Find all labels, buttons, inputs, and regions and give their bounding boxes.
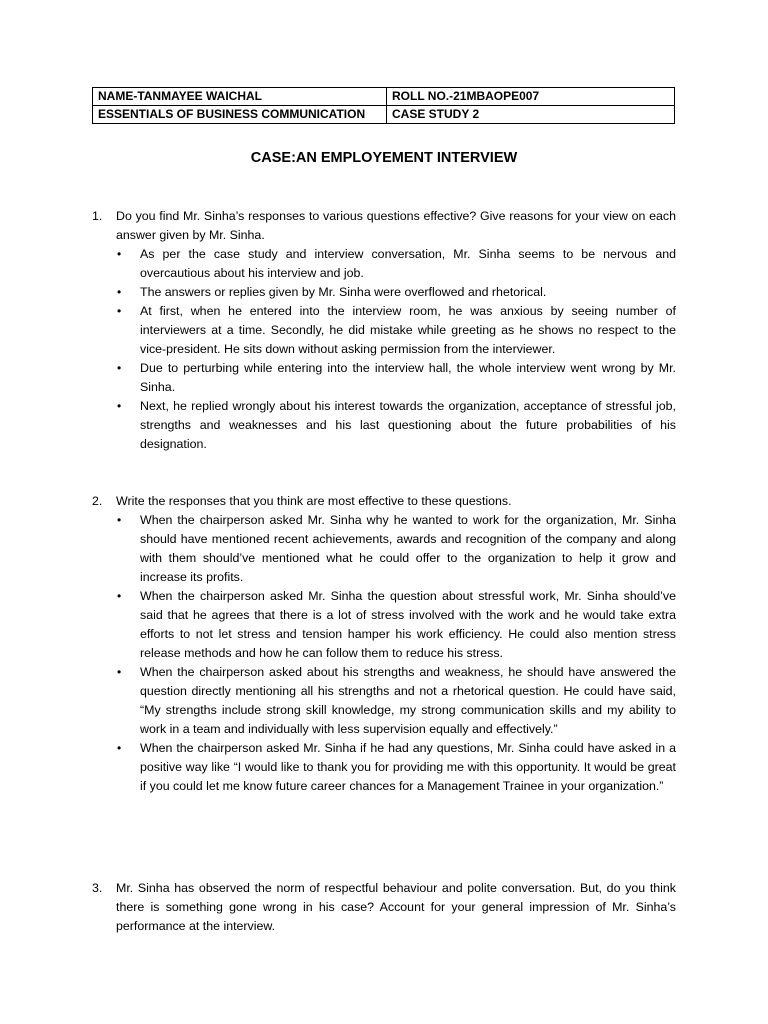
- answer-item: [92, 283, 676, 302]
- bullet-icon: •: [117, 665, 122, 679]
- question-2: [92, 492, 676, 511]
- answer-text: When the chairperson asked Mr. Sinha if he had any questions, Mr. Sinha could have asked in a positive way like “I would like to thank you for providing me with this opportunity. It would be great if you could let me know future career chances for a Management Trainee in your organization.”: [140, 741, 676, 793]
- question-block-1: [92, 207, 676, 454]
- question-1: [92, 207, 676, 245]
- bullet-icon: •: [117, 285, 122, 299]
- subject-name: ESSENTIALS OF BUSINESS COMMUNICATION: [93, 106, 387, 124]
- answer-item: [92, 587, 676, 663]
- question-text: Write the responses that you think are most effective to these questions.: [116, 494, 512, 508]
- answer-item: [92, 511, 676, 587]
- bullet-icon: •: [117, 741, 122, 755]
- answer-item: [92, 245, 676, 283]
- answer-text: When the chairperson asked about his strengths and weakness, he should have answered the question directly mentioning all his strengths and not a rhetorical question. He could have said, “My strengths include strong skill knowledge, my strong communication skills and my ability to work in a team and individually with less supervision equally and effectively.”: [140, 665, 676, 736]
- header-row: [93, 88, 675, 106]
- bullet-icon: •: [117, 399, 122, 413]
- answer-text: As per the case study and interview conversation, Mr. Sinha seems to be nervous and overcautious about his interview and job.: [140, 247, 676, 280]
- bullet-icon: •: [117, 247, 122, 261]
- answer-text: When the chairperson asked Mr. Sinha why he wanted to work for the organization, Mr. Sinha should have mentioned recent achievements, awards and recognition of the company and along with them should’ve mentioned what he could offer to the organization to help it grow and increase its profits.: [140, 513, 676, 584]
- document-title: CASE:AN EMPLOYEMENT INTERVIEW: [250, 150, 518, 166]
- question-block-2: [92, 492, 676, 796]
- bullet-icon: •: [117, 361, 122, 375]
- answer-text: Due to perturbing while entering into the interview hall, the whole interview went wrong by Mr. Sinha.: [140, 361, 676, 394]
- bullet-icon: •: [117, 513, 122, 527]
- question-number: 1.: [92, 209, 103, 223]
- header-row: [93, 106, 675, 124]
- answer-item: [92, 302, 676, 359]
- case-study-label: CASE STUDY 2: [387, 106, 675, 124]
- answer-text: Next, he replied wrongly about his interest towards the organization, acceptance of stressful job, strengths and weaknesses and his last questioning about the future probabilities of his designation.: [140, 399, 676, 451]
- answer-item: [92, 397, 676, 454]
- answer-item: [92, 359, 676, 397]
- answer-text: The answers or replies given by Mr. Sinha were overflowed and rhetorical.: [140, 285, 547, 299]
- answer-text: At first, when he entered into the interview room, he was anxious by seeing number of interviewers at a time. Secondly, he did mistake while greeting as he shows no respect to the vice-president. He sits down without asking permission from the interviewer.: [140, 304, 676, 356]
- question-number: 2.: [92, 494, 103, 508]
- answer-item: [92, 663, 676, 739]
- answer-list-1: [92, 245, 676, 454]
- question-3: [92, 879, 676, 936]
- question-text: Mr. Sinha has observed the norm of respectful behaviour and polite conversation. But, do you think there is something gone wrong in his case? Account for your general impression of Mr. Sinha’s performance at the interview.: [116, 881, 676, 933]
- question-block-3: [92, 879, 676, 936]
- answer-text: When the chairperson asked Mr. Sinha the question about stressful work, Mr. Sinha should’ve said that he agrees that there is a lot of stress involved with the work and he would take extra efforts to not let stress and tension hamper his work efficiency. He could also mention stress release methods and how he can follow them to reduce his stress.: [140, 589, 676, 660]
- answer-item: [92, 739, 676, 796]
- student-name: NAME-TANMAYEE WAICHAL: [93, 88, 387, 106]
- bullet-icon: •: [117, 304, 122, 318]
- header-table: [92, 87, 675, 124]
- bullet-icon: •: [117, 589, 122, 603]
- question-text: Do you find Mr. Sinha’s responses to various questions effective? Give reasons for your view on each answer given by Mr. Sinha.: [116, 209, 676, 242]
- question-number: 3.: [92, 881, 103, 895]
- answer-list-2: [92, 511, 676, 796]
- roll-number: ROLL NO.-21MBAOPE007: [387, 88, 675, 106]
